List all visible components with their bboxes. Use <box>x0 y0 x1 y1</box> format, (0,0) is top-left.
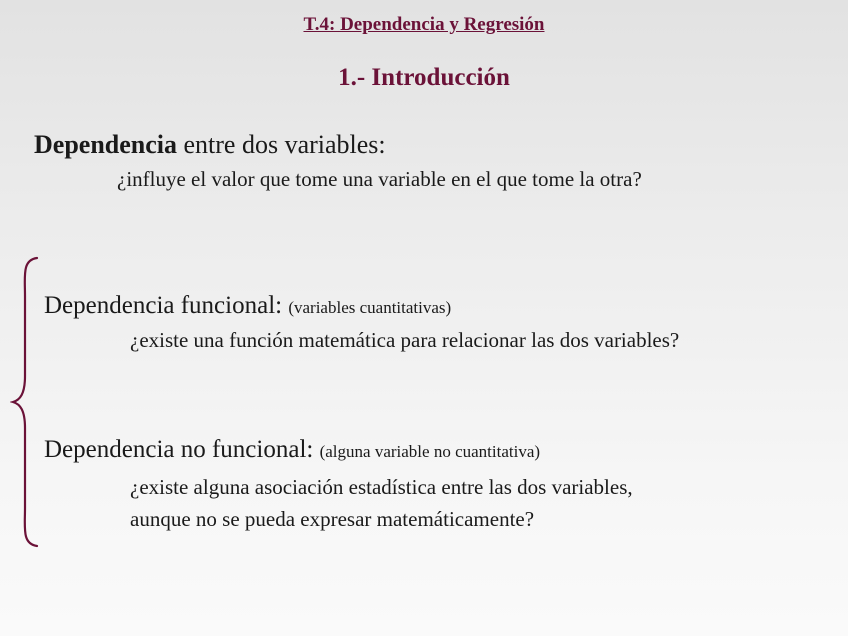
section-title: 1.- Introducción <box>338 64 510 91</box>
non-functional-dependence <box>44 436 540 464</box>
non-functional-note: (alguna variable no cuantitativa) <box>319 442 541 461</box>
non-functional-question-line2: aunque no se pueda expresar matemáticamente? <box>130 507 535 531</box>
dependence-question: ¿influye el valor que tome una variable en el que tome la otra? <box>117 167 642 191</box>
curly-brace-icon <box>10 256 42 548</box>
dependence-definition <box>34 130 386 160</box>
non-functional-question-line1: ¿existe alguna asociación estadística entre las dos variables, <box>130 475 633 499</box>
non-functional-question <box>130 471 633 535</box>
functional-dependence <box>44 292 451 320</box>
functional-question: ¿existe una función matemática para relacionar las dos variables? <box>130 328 680 352</box>
dependence-term: Dependencia <box>34 130 177 159</box>
functional-label: Dependencia funcional: <box>44 292 283 319</box>
functional-note: (variables cuantitativas) <box>288 298 452 317</box>
non-functional-label: Dependencia no funcional: <box>44 436 314 463</box>
dependence-rest: entre dos variables: <box>177 130 386 159</box>
slide-header: T.4: Dependencia y Regresión <box>303 14 545 35</box>
